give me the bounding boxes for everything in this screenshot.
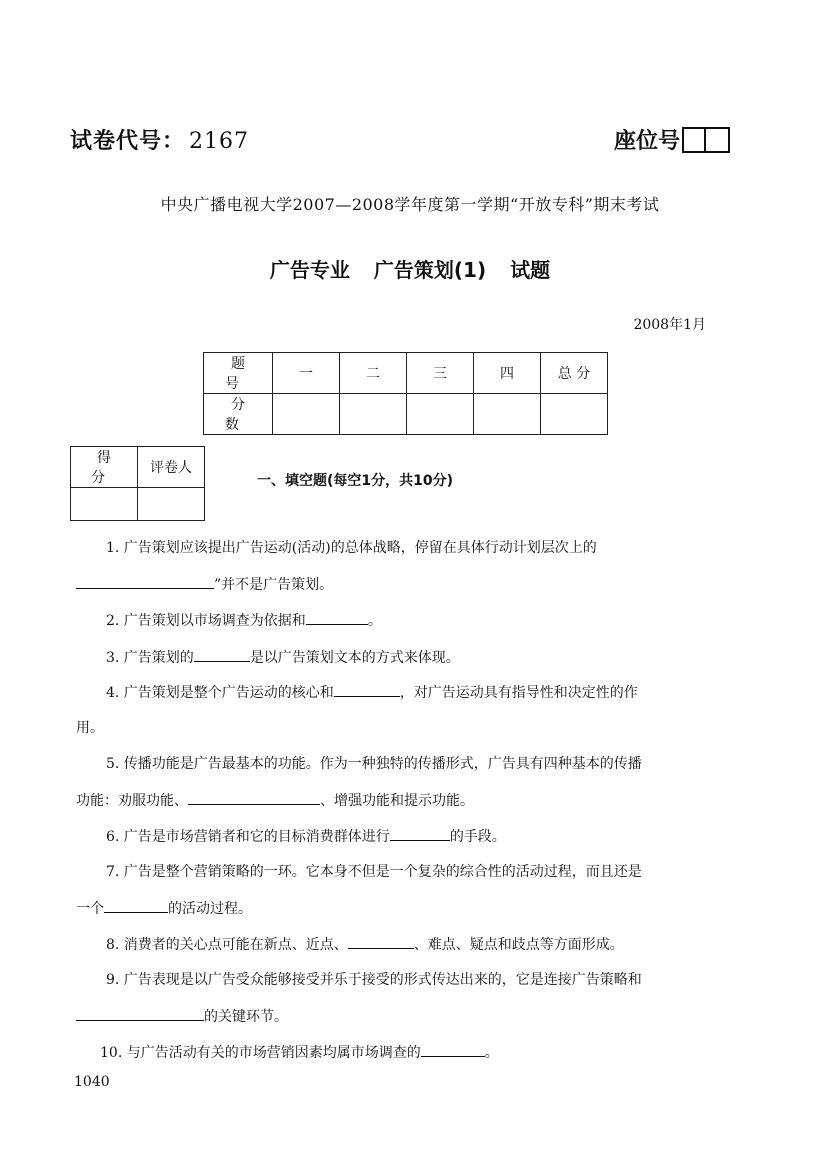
exam-session-line: 中央广播电视大学2007—2008学年度第一学期“开放专科”期末考试 xyxy=(160,195,660,214)
question-2-end: 。 xyxy=(367,613,382,629)
answer-blank xyxy=(194,647,250,662)
question-9-line-2 xyxy=(76,1006,288,1027)
seat-number-boxes xyxy=(682,127,730,153)
answer-blank xyxy=(421,1042,485,1057)
answer-blank xyxy=(76,1006,204,1021)
answer-blank xyxy=(306,610,368,625)
score-value-label: 分 数 xyxy=(204,394,273,435)
question-7-line-1: 7. 广告是整个营销策略的一环。它本身不但是一个复杂的综合性的活动过程，而且还是 xyxy=(106,864,642,880)
question-5-end: 、增强功能和提示功能。 xyxy=(320,793,474,809)
question-5-line-1: 5. 传播功能是广告最基本的功能。作为一种独特的传播形式，广告具有四种基本的传播 xyxy=(106,756,642,772)
seat-box xyxy=(706,127,730,153)
answer-blank xyxy=(348,934,414,949)
paper-code-label: 试卷代号： xyxy=(70,129,186,154)
score-header-cell: 总 分 xyxy=(541,353,608,394)
question-10 xyxy=(100,1042,499,1063)
question-1-line-1: 1. 广告策划应该提出广告运动(活动)的总体战略，停留在具体行动计划层次上的 xyxy=(106,540,597,556)
grader-score-cell xyxy=(71,488,138,521)
score-header-cell: 一 xyxy=(273,353,340,394)
question-2-text: 2. 广告策划以市场调查为依据和 xyxy=(106,613,306,629)
score-header-label: 题 号 xyxy=(204,353,273,394)
score-header-cell: 四 xyxy=(474,353,541,394)
question-6-text: 6. 广告是市场营销者和它的目标消费群体进行 xyxy=(106,829,390,845)
grader-header-row xyxy=(71,447,205,488)
score-value-cell xyxy=(474,394,541,435)
answer-blank xyxy=(334,682,400,697)
question-2 xyxy=(106,610,382,631)
score-summary-table xyxy=(203,352,608,435)
question-9-line-1: 9. 广告表现是以广告受众能够接受并乐于接受的形式传达出来的，它是连接广告策略和 xyxy=(106,972,642,988)
question-5-text: 功能：劝服功能、 xyxy=(76,793,188,809)
question-4-cont: ，对广告运动具有指导性和决定性的作 xyxy=(399,685,638,701)
exam-title-major: 广告专业 xyxy=(269,258,350,282)
question-1-line-2 xyxy=(76,574,333,595)
question-7-line-2 xyxy=(76,898,252,919)
question-4-line-2: 用。 xyxy=(76,720,104,736)
grader-reviewer-cell xyxy=(138,488,205,521)
grader-score-label: 得 分 xyxy=(71,447,138,488)
page-number: 1040 xyxy=(74,1074,110,1090)
score-header-cell: 二 xyxy=(340,353,407,394)
question-10-text: 10. 与广告活动有关的市场营销因素均属市场调查的 xyxy=(100,1045,421,1061)
question-7-end: 的活动过程。 xyxy=(168,901,252,917)
score-value-cell xyxy=(273,394,340,435)
exam-title xyxy=(0,254,820,283)
score-value-row xyxy=(204,394,608,435)
exam-date: 2008年1月 xyxy=(633,317,706,333)
exam-title-course: 广告策划(1) xyxy=(373,258,487,282)
seat-number-label: 座位号 xyxy=(614,129,681,154)
answer-blank xyxy=(390,826,450,841)
question-3-text: 3. 广告策划的 xyxy=(106,650,194,666)
question-4-text: 4. 广告策划是整个广告运动的核心和 xyxy=(106,685,334,701)
answer-blank xyxy=(104,898,168,913)
grader-value-row xyxy=(71,488,205,521)
question-4-line-1 xyxy=(106,682,638,703)
question-5-line-2 xyxy=(76,790,474,811)
score-header-row xyxy=(204,353,608,394)
paper-code xyxy=(70,124,249,155)
grader-table xyxy=(70,446,205,521)
question-10-end: 。 xyxy=(484,1045,499,1061)
question-8-text: 8. 消费者的关心点可能在新点、近点、 xyxy=(106,937,348,953)
seat-box xyxy=(682,127,706,153)
question-6-end: 的手段。 xyxy=(449,829,506,845)
score-header-cell: 三 xyxy=(407,353,474,394)
score-value-cell xyxy=(407,394,474,435)
section-heading: 一、填空题(每空1分，共10分) xyxy=(257,473,454,489)
exam-title-suffix: 试题 xyxy=(510,258,551,282)
question-7-text: 一个 xyxy=(76,901,104,917)
seat-number xyxy=(614,124,730,155)
score-value-cell xyxy=(541,394,608,435)
answer-blank xyxy=(76,574,214,589)
question-8 xyxy=(106,934,624,955)
question-9-end: 的关键环节。 xyxy=(204,1009,288,1025)
question-8-end: 、难点、疑点和歧点等方面形成。 xyxy=(413,937,624,953)
question-1-text: ”并不是广告策划。 xyxy=(214,577,334,593)
grader-reviewer-label: 评卷人 xyxy=(138,447,205,488)
question-3-end: 是以广告策划文本的方式来体现。 xyxy=(249,650,460,666)
score-value-cell xyxy=(340,394,407,435)
question-6 xyxy=(106,826,506,847)
answer-blank xyxy=(188,790,320,805)
paper-code-number: 2167 xyxy=(189,129,250,154)
question-3 xyxy=(106,647,460,668)
